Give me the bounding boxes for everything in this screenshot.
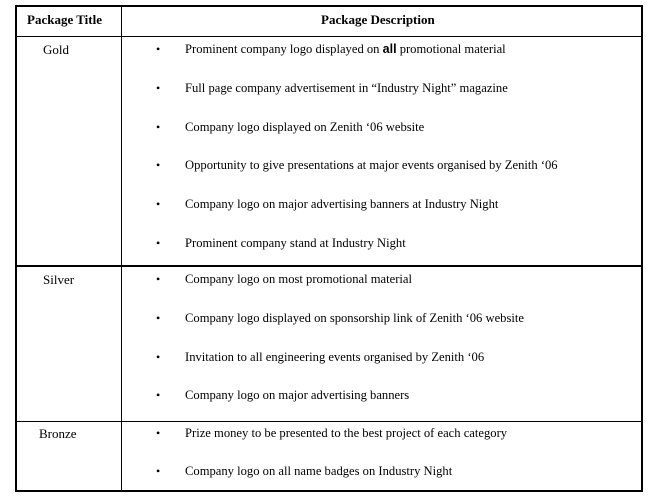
- package-title-gold: Gold: [43, 42, 69, 57]
- bullet-icon: •: [156, 236, 161, 250]
- row-divider-silver-bronze: [17, 421, 641, 422]
- list-item-text: Prize money to be presented to the best project of each category: [185, 426, 508, 440]
- list-item-text: Company logo on all name badges on Industry Night: [185, 464, 453, 478]
- list-item-text: Prominent company logo displayed on all promotional material: [185, 42, 506, 56]
- bullet-icon: •: [156, 197, 161, 211]
- list-item-text: Company logo on major advertising banners at Industry Night: [185, 197, 499, 211]
- sponsorship-packages-table: [15, 5, 643, 492]
- header-divider: [17, 36, 641, 37]
- bullet-icon: •: [156, 120, 161, 134]
- list-item-text: Company logo displayed on sponsorship link of Zenith ‘06 website: [185, 311, 524, 325]
- list-item-text: Company logo on major advertising banners: [185, 388, 410, 402]
- bullet-icon: •: [156, 311, 161, 325]
- package-title-bronze: Bronze: [39, 426, 77, 441]
- list-item-text: Opportunity to give presentations at major events organised by Zenith ‘06: [185, 158, 558, 172]
- bullet-icon: •: [156, 426, 161, 440]
- bullet-icon: •: [156, 42, 161, 56]
- header-package-description: Package Description: [321, 12, 435, 27]
- emphasis-text: all: [382, 42, 397, 56]
- list-item-text: Company logo displayed on Zenith ‘06 website: [185, 120, 425, 134]
- list-item-text: Prominent company stand at Industry Night: [185, 236, 406, 250]
- bullet-icon: •: [156, 350, 161, 364]
- package-title-silver: Silver: [43, 272, 75, 287]
- list-item-text: Company logo on most promotional material: [185, 272, 413, 286]
- column-divider: [121, 7, 122, 490]
- list-item-text: Full page company advertisement in “Industry Night” magazine: [185, 81, 508, 95]
- bullet-icon: •: [156, 388, 161, 402]
- list-item-text: Invitation to all engineering events organised by Zenith ‘06: [185, 350, 485, 364]
- bullet-icon: •: [156, 272, 161, 286]
- bullet-icon: •: [156, 158, 161, 172]
- row-divider-gold-silver: [17, 265, 641, 267]
- bullet-icon: •: [156, 81, 161, 95]
- bullet-icon: •: [156, 464, 161, 478]
- header-package-title: Package Title: [27, 12, 102, 27]
